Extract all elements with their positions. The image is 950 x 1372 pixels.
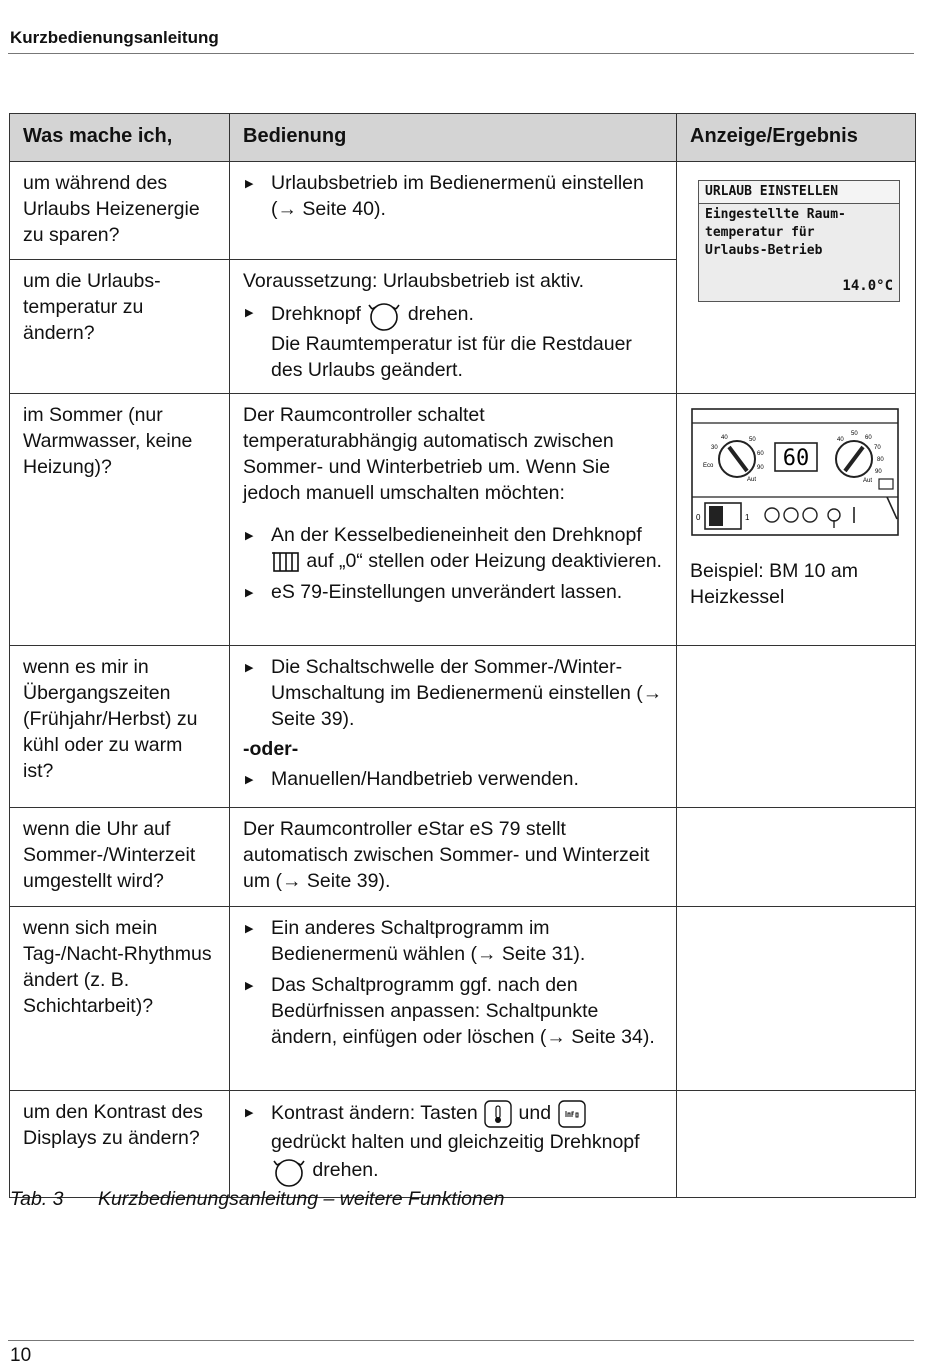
header-rule — [8, 53, 914, 54]
bullet-text: gedrückt halten und gleichzeitig Drehknopf — [271, 1131, 640, 1153]
result-cell — [677, 808, 916, 907]
result-cell — [677, 1091, 916, 1198]
scale-label: Aut — [863, 478, 873, 484]
rotary-knob-icon — [366, 299, 402, 331]
caption-text: Kurzbedienungsanleitung – weitere Funktionen — [98, 1188, 505, 1210]
page-number: 10 — [10, 1345, 32, 1366]
lcd-body: Eingestellte Raum- temperatur für Urlaubs-Betrieb — [705, 207, 846, 258]
table-row — [10, 162, 916, 260]
operation-cell — [230, 646, 677, 808]
boiler-panel-illustration — [691, 407, 901, 537]
scale-label: 60 — [865, 435, 872, 441]
table-row — [10, 808, 916, 907]
operation-cell — [230, 907, 677, 1091]
intro-text: Der Raumcontroller schaltet temperaturabhängig automatisch zwischen Sommer- und Winterbetrieb um. Wenn Sie jedoch manuell umschalten möchten: — [243, 404, 614, 504]
switch-label-0: 0 — [696, 513, 701, 522]
bullet-item: ▶ Die Schaltschwelle der Sommer-/Winter-Umschaltung im Bedienermenü einstellen (→ Seite 39). — [243, 654, 663, 732]
table-row — [10, 646, 916, 808]
lcd-temperature: 14.0°C — [842, 278, 893, 294]
table-row — [10, 907, 916, 1091]
boiler-display-digits: 60 — [782, 446, 810, 471]
result-cell — [677, 907, 916, 1091]
radiator-icon — [271, 550, 301, 574]
bullet-item: ▶ Das Schaltprogramm ggf. nach den Bedürfnissen anpassen: Schaltpunkte ändern, einfügen oder löschen (→ Seite 34). — [243, 972, 663, 1050]
scale-label: Eco — [703, 463, 714, 469]
bullet-text: auf „0“ stellen oder Heizung deaktivieren. — [306, 550, 662, 572]
scale-label: 40 — [837, 437, 844, 443]
scale-label: 40 — [721, 435, 728, 441]
scale-label: 50 — [749, 437, 756, 443]
scale-label: 90 — [875, 469, 882, 475]
prerequisite-text: Voraussetzung: Urlaubsbetrieb ist aktiv. — [243, 270, 585, 292]
lcd-display — [698, 180, 900, 302]
question-cell: wenn sich mein Tag-/Nacht-Rhythmus ändert (z. B. Schichtarbeit)? — [10, 907, 230, 1091]
scale-label: 30 — [711, 445, 718, 451]
bullet-item — [243, 522, 663, 574]
col-header-operation: Bedienung — [230, 114, 677, 162]
switch-label-1: 1 — [745, 513, 750, 522]
result-caption: Beispiel: BM 10 am Heizkessel — [690, 560, 858, 608]
bullet-text: An der Kesselbedieneinheit den Drehknopf — [271, 524, 642, 546]
bullet-item: ▶ Manuellen/Handbetrieb verwenden. — [243, 766, 663, 792]
result-cell — [677, 394, 916, 646]
bullet-text: Drehknopf — [271, 303, 361, 326]
scale-label: 60 — [757, 451, 764, 457]
bullet-note: Die Raumtemperatur ist für die Restdauer des Urlaubs geändert. — [271, 333, 632, 381]
scale-label: 80 — [877, 457, 884, 463]
table-header-row — [10, 114, 916, 162]
thermometer-button-icon — [483, 1099, 513, 1129]
bullet-text: drehen. — [407, 303, 474, 326]
quick-guide-table — [9, 113, 916, 1198]
bullet-text: und — [518, 1102, 552, 1125]
info-button-icon — [557, 1099, 587, 1129]
bullet-item: ▶ Urlaubsbetrieb im Bedienermenü einstellen (→ Seite 40). — [243, 170, 663, 222]
scale-label: 70 — [874, 445, 881, 451]
rotary-knob-icon — [271, 1155, 307, 1187]
question-cell: wenn die Uhr auf Sommer-/Winterzeit umgestellt wird? — [10, 808, 230, 907]
bullet-text: drehen. — [312, 1159, 379, 1182]
operation-cell — [230, 260, 677, 394]
bullet-item: ▶ Ein anderes Schaltprogramm im Bedienermenü wählen (→ Seite 31). — [243, 915, 663, 967]
scale-label: Aut — [747, 477, 757, 483]
bullet-item: ▶ eS 79-Einstellungen unverändert lassen. — [243, 579, 663, 605]
operation-cell — [230, 394, 677, 646]
operation-cell: Der Raumcontroller eStar eS 79 stellt automatisch zwischen Sommer- und Winterzeit um (→ Seite 39). — [230, 808, 677, 907]
col-header-result: Anzeige/Ergebnis — [677, 114, 916, 162]
question-cell: um während des Urlaubs Heizenergie zu sparen? — [10, 162, 230, 260]
bullet-item — [243, 1099, 663, 1187]
scale-label: 90 — [757, 465, 764, 471]
bullet-item — [243, 299, 663, 383]
question-cell: im Sommer (nur Warmwasser, keine Heizung)? — [10, 394, 230, 646]
question-cell: um die Urlaubs-temperatur zu ändern? — [10, 260, 230, 394]
table-row — [10, 394, 916, 646]
result-cell — [677, 162, 916, 394]
result-cell — [677, 646, 916, 808]
operation-cell — [230, 1091, 677, 1198]
lcd-title: URLAUB EINSTELLEN — [699, 181, 899, 204]
page-header: Kurzbedienungsanleitung — [10, 28, 219, 47]
question-cell: wenn es mir in Übergangszeiten (Frühjahr/Herbst) zu kühl oder zu warm ist? — [10, 646, 230, 808]
question-cell: um den Kontrast des Displays zu ändern? — [10, 1091, 230, 1198]
col-header-question: Was mache ich, — [10, 114, 230, 162]
bullet-text: Kontrast ändern: Tasten — [271, 1102, 478, 1125]
table-row — [10, 1091, 916, 1198]
footer-rule — [8, 1340, 914, 1341]
table-caption — [10, 1188, 505, 1211]
operation-cell — [230, 162, 677, 260]
caption-label: Tab. 3 — [10, 1188, 64, 1210]
or-separator: -oder- — [243, 738, 299, 760]
scale-label: 50 — [851, 431, 858, 437]
